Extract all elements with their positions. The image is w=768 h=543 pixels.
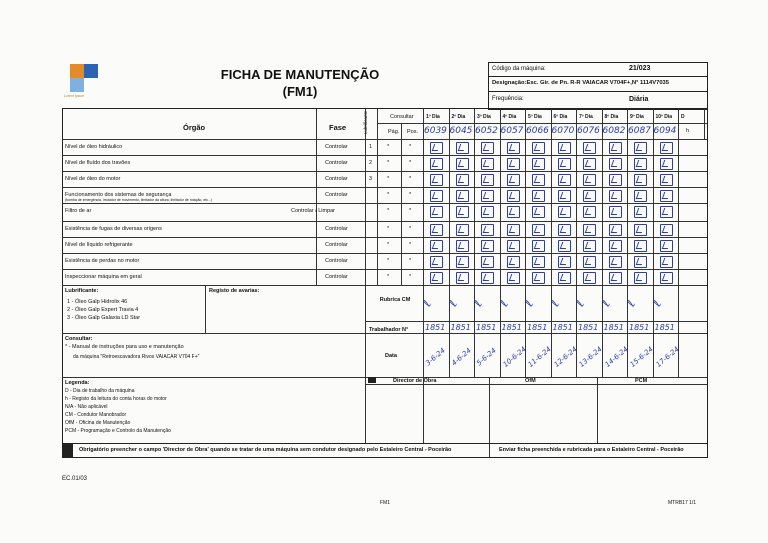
check-mark[interactable] [609, 206, 622, 218]
day-header: 8º Dia [604, 114, 619, 120]
check-mark[interactable] [583, 142, 596, 154]
col-pos: Pos. [407, 129, 419, 135]
date-entry: 17-6-24 [654, 345, 681, 369]
row-orgao: Nível de fluído dos travões [65, 160, 131, 166]
hour-reading: 6082 [602, 126, 626, 136]
consultar-text: * - Manual de instruções para uso e manutenção [65, 344, 184, 350]
check-mark[interactable] [660, 190, 673, 202]
check-mark[interactable] [558, 190, 571, 202]
check-mark[interactable] [583, 224, 596, 236]
row-pag: * [387, 208, 390, 214]
lubrificante-2: 2 - Óleo Galp Expert Travia 4 [67, 307, 139, 313]
date-entry: 4-6-24 [449, 346, 473, 368]
check-mark[interactable] [609, 142, 622, 154]
day-header: 7º Dia [579, 114, 593, 120]
check-mark[interactable] [660, 256, 673, 268]
hour-reading: 6039 [424, 126, 447, 136]
signature: ℓ [650, 298, 664, 309]
check-mark[interactable] [456, 256, 469, 268]
check-mark[interactable] [609, 174, 622, 186]
signature: ℓ [522, 298, 537, 309]
row-pos: * [409, 192, 412, 198]
check-mark[interactable] [456, 174, 469, 186]
check-mark[interactable] [481, 190, 494, 202]
signature: ℓ [548, 298, 562, 309]
check-mark[interactable] [456, 206, 469, 218]
check-mark[interactable] [532, 256, 545, 268]
check-mark[interactable] [507, 158, 520, 170]
row-pos: * [409, 160, 412, 166]
hour-label: h [686, 128, 690, 134]
worker-number: 1851 [425, 323, 446, 332]
signature: ℓ [573, 298, 588, 309]
page-code: FM1 [380, 500, 390, 506]
check-mark[interactable] [456, 272, 469, 284]
check-mark[interactable] [430, 206, 443, 218]
rubrica-label: Rubrica CM [379, 297, 411, 303]
footer-right: Enviar ficha preenchida e rubricada para o Estaleiro Central - Poceirão [499, 447, 684, 453]
row-pos: * [409, 274, 412, 280]
day-header: 6º Dia [553, 114, 568, 120]
date-entry: 13-6-24 [577, 345, 604, 369]
signature: ℓ [446, 298, 460, 309]
row-orgao: Funcionamento dos sistemas de segurança [65, 192, 172, 198]
consultar-label: Consultar: [65, 336, 93, 342]
legend-item: CM - Condutor Manobrador [65, 412, 127, 418]
row-pag: * [387, 160, 390, 166]
worker-number: 1851 [476, 323, 497, 332]
hour-reading: 6094 [653, 126, 677, 136]
row-fase: Controlar [325, 242, 348, 248]
check-mark[interactable] [660, 240, 673, 252]
check-mark[interactable] [532, 158, 545, 170]
check-mark[interactable] [660, 158, 673, 170]
legend-item: N/A - Não aplicável [65, 404, 108, 410]
check-mark[interactable] [558, 142, 571, 154]
day-header: 10º Dia [655, 114, 673, 120]
signature: ℓ [599, 298, 613, 309]
col-pag: Pág. [388, 129, 400, 135]
day-header: D [681, 114, 685, 120]
worker-number: 1851 [578, 323, 599, 332]
signature: ℓ [497, 298, 511, 309]
check-mark[interactable] [558, 158, 571, 170]
check-mark[interactable] [583, 158, 596, 170]
row-pag: * [387, 258, 390, 264]
check-mark[interactable] [481, 240, 494, 252]
hour-reading: 6057 [500, 126, 524, 136]
row-lubrificante: 2 [369, 160, 373, 166]
check-mark[interactable] [583, 174, 596, 186]
check-mark[interactable] [430, 158, 443, 170]
check-mark[interactable] [634, 206, 647, 218]
check-mark[interactable] [507, 224, 520, 236]
check-mark[interactable] [481, 206, 494, 218]
seguranca-sub: (bomba de emergência, irrutador de movimento, limitador da altura, limitador de rotação, etc...) [65, 198, 213, 202]
lubrificante-1: 1 - Óleo Galp Hidrolix 46 [67, 299, 128, 305]
page-title: FICHA DE MANUTENÇÃO (FM1) [220, 67, 380, 99]
trabalhador-label: Trabalhador N° [369, 327, 409, 333]
maintenance-table [62, 108, 708, 458]
date-entry: 15-6-24 [628, 345, 655, 369]
doc-code: EC.01/03 [62, 476, 88, 482]
check-mark[interactable] [532, 224, 545, 236]
director-label: Director de Obra [393, 378, 437, 384]
check-mark[interactable] [430, 142, 443, 154]
row-orgao: Existência de perdas no motor [65, 258, 140, 264]
check-mark[interactable] [634, 256, 647, 268]
day-header: 5º Dia [528, 114, 542, 120]
hour-reading: 6076 [577, 126, 600, 136]
check-mark[interactable] [634, 240, 647, 252]
check-mark[interactable] [481, 272, 494, 284]
check-mark[interactable] [583, 272, 596, 284]
signature: ℓ [471, 298, 486, 309]
legend-item: PCM - Programação e Controlo da Manutenção [65, 428, 171, 434]
worker-number: 1851 [527, 323, 548, 332]
worker-number: 1851 [629, 323, 650, 332]
day-header: 9º Dia [630, 114, 644, 120]
date-entry: 5-6-24 [475, 346, 498, 368]
check-mark[interactable] [660, 224, 673, 236]
worker-number: 1851 [654, 323, 675, 332]
machine-header [488, 62, 708, 110]
check-mark[interactable] [532, 190, 545, 202]
row-fase: Controlar / Limpar [291, 208, 336, 214]
lubrificante-label: Lubrificante: [65, 288, 99, 294]
hour-reading: 6066 [526, 126, 549, 136]
hour-reading: 6087 [628, 126, 651, 136]
worker-number: 1851 [552, 323, 573, 332]
row-pos: * [409, 176, 412, 182]
hour-reading: 6052 [475, 126, 498, 136]
check-mark[interactable] [583, 206, 596, 218]
row-orgao: Nível de óleo hidráulico [65, 144, 123, 150]
check-mark[interactable] [430, 256, 443, 268]
check-mark[interactable] [609, 240, 622, 252]
col-lubrificante: Lubrificante [363, 110, 368, 134]
row-fase: Controlar [325, 226, 348, 232]
row-lubrificante: 3 [369, 176, 373, 182]
day-header: 2º Dia [451, 114, 466, 120]
check-mark[interactable] [583, 256, 596, 268]
check-mark[interactable] [481, 256, 494, 268]
row-orgao: Inspeccionar máquina em geral [65, 274, 142, 280]
check-mark[interactable] [634, 158, 647, 170]
check-mark[interactable] [481, 142, 494, 154]
check-mark[interactable] [456, 158, 469, 170]
check-mark[interactable] [481, 158, 494, 170]
row-pag: * [387, 242, 390, 248]
ofm-label: OfM [525, 378, 536, 384]
check-mark[interactable] [609, 256, 622, 268]
worker-number: 1851 [450, 323, 471, 332]
legend-item: D - Dia de trabalho da máquina [65, 388, 135, 394]
col-orgao: Órgão [183, 123, 206, 132]
check-mark[interactable] [507, 142, 520, 154]
check-mark[interactable] [609, 224, 622, 236]
check-mark[interactable] [507, 190, 520, 202]
check-mark[interactable] [634, 174, 647, 186]
hour-reading: 6045 [449, 126, 473, 136]
check-mark[interactable] [456, 224, 469, 236]
row-pag: * [387, 274, 390, 280]
registo-label: Registo de avarias: [209, 288, 260, 294]
check-mark[interactable] [481, 174, 494, 186]
day-header: 1º Dia [426, 114, 440, 120]
row-pag: * [387, 192, 390, 198]
data-label: Data [385, 353, 397, 359]
check-mark[interactable] [558, 240, 571, 252]
check-mark[interactable] [583, 240, 596, 252]
check-mark[interactable] [609, 190, 622, 202]
row-pos: * [409, 242, 412, 248]
row-pos: * [409, 208, 412, 214]
signature: ℓ [420, 298, 435, 309]
day-header: 4º Dia [502, 114, 517, 120]
row-pag: * [387, 176, 390, 182]
row-orgao: Existência de fugas de diversas origens [65, 226, 162, 232]
check-mark[interactable] [558, 206, 571, 218]
check-mark[interactable] [507, 272, 520, 284]
codigo-label: Código da máquina: [492, 66, 546, 72]
row-fase: Controlar [325, 192, 348, 198]
check-mark[interactable] [609, 158, 622, 170]
check-mark[interactable] [532, 174, 545, 186]
footer-left: Obrigatório preencher o campo 'Director de Obra' quando se tratar de uma máquina sem condutor designado pelo Estaleiro Central - Poceirão [79, 447, 452, 453]
row-fase: Controlar [325, 274, 348, 280]
col-consultar: Consultar [390, 114, 414, 120]
signature: ℓ [624, 298, 639, 309]
check-mark[interactable] [532, 142, 545, 154]
check-mark[interactable] [430, 174, 443, 186]
check-mark[interactable] [456, 190, 469, 202]
lubrificante-3: 3 - Óleo Galp Galaxia LD Star [67, 315, 141, 321]
check-mark[interactable] [558, 272, 571, 284]
row-fase: Controlar [325, 176, 348, 182]
check-mark[interactable] [660, 174, 673, 186]
check-mark[interactable] [558, 174, 571, 186]
date-entry: 10-6-24 [501, 345, 528, 369]
check-mark[interactable] [507, 174, 520, 186]
row-orgao: Nível de líquido refrigerante [65, 242, 133, 248]
check-mark[interactable] [558, 256, 571, 268]
date-entry: 11-6-24 [526, 345, 553, 369]
check-mark[interactable] [507, 240, 520, 252]
check-mark[interactable] [634, 272, 647, 284]
row-pos: * [409, 226, 412, 232]
check-mark[interactable] [660, 142, 673, 154]
check-mark[interactable] [660, 206, 673, 218]
date-entry: 12-6-24 [552, 345, 579, 369]
check-mark[interactable] [609, 272, 622, 284]
row-pos: * [409, 144, 412, 150]
day-header: 3º Dia [477, 114, 491, 120]
check-mark[interactable] [456, 142, 469, 154]
row-pag: * [387, 144, 390, 150]
row-orgao: Nível de óleo do motor [65, 176, 121, 182]
worker-number: 1851 [501, 323, 522, 332]
col-fase: Fase [329, 123, 347, 132]
check-mark[interactable] [532, 272, 545, 284]
check-mark[interactable] [430, 272, 443, 284]
row-orgao: Filtro de ar [65, 208, 92, 214]
page-number: MTRB17 1/1 [668, 500, 697, 506]
check-mark[interactable] [430, 240, 443, 252]
row-lubrificante: 1 [369, 144, 373, 150]
check-mark[interactable] [430, 190, 443, 202]
pcm-label: PCM [635, 378, 648, 384]
hour-reading: 6070 [551, 126, 575, 136]
check-mark[interactable] [634, 190, 647, 202]
check-mark[interactable] [532, 240, 545, 252]
legend-item: h - Registo da leitura do conta horas do motor [65, 396, 167, 402]
date-entry: 3-6-24 [424, 346, 447, 368]
row-fase: Controlar [325, 160, 348, 166]
check-mark[interactable] [430, 224, 443, 236]
check-mark[interactable] [456, 240, 469, 252]
check-mark[interactable] [634, 224, 647, 236]
row-pos: * [409, 258, 412, 264]
date-entry: 14-6-24 [603, 345, 630, 369]
legend-item: OfM - Oficina de Manutenção [65, 420, 131, 426]
check-mark[interactable] [481, 224, 494, 236]
frequencia-value: Diária [629, 96, 649, 103]
footer-note [62, 443, 708, 458]
check-mark[interactable] [507, 206, 520, 218]
codigo-value: 21/023 [629, 65, 651, 72]
row-fase: Controlar [325, 258, 348, 264]
check-mark[interactable] [634, 142, 647, 154]
designacao: Designação:Esc. Gir. de Pn. R-R VAIACAR V704F+,N° 1114V7035 [492, 80, 669, 86]
worker-number: 1851 [603, 323, 624, 332]
check-mark[interactable] [660, 272, 673, 284]
row-pag: * [387, 226, 390, 232]
consultar-sub: da máquina "Retroescavadora Rivos VAIACAR V704 F+" [73, 354, 200, 360]
row-fase: Controlar [325, 144, 348, 150]
legenda-label: Legenda: [65, 380, 90, 386]
frequencia-label: Frequência: [492, 96, 524, 102]
check-mark[interactable] [532, 206, 545, 218]
check-mark[interactable] [558, 224, 571, 236]
check-mark[interactable] [583, 190, 596, 202]
check-mark[interactable] [507, 256, 520, 268]
company-logo: Lorem ipsum [70, 64, 104, 100]
